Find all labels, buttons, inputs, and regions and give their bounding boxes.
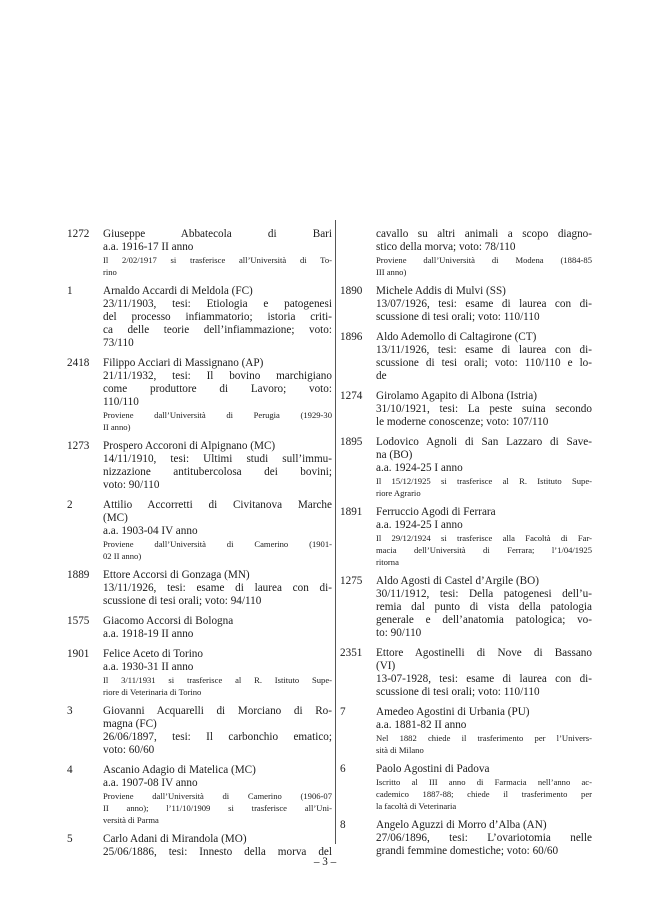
entry-line: Lodovico Agnoli di San Lazzaro di Save- xyxy=(376,436,592,448)
entry-number: 1275 xyxy=(340,575,363,587)
entry-1891 xyxy=(340,506,592,568)
entry-line: Attilio Accorretti di Civitanova Marche xyxy=(103,499,332,511)
entry-note: II anno); l’11/10/1909 si trasferisce all’Uni- xyxy=(103,803,332,813)
entry-line: a.a. 1881-82 II anno xyxy=(376,719,467,731)
entry-line: scussione di tesi orali; voto: 94/110 xyxy=(103,595,262,607)
entry-note: Proviene dall’Università di Camerino (1901- xyxy=(103,539,332,549)
entry-line: nizzazione antitubercolosa dei bovini; xyxy=(103,466,332,478)
entry-line: Giacomo Accorsi di Bologna xyxy=(103,615,234,627)
entry-line: 13/11/1926, tesi: esame di laurea con di- xyxy=(103,582,332,594)
entry-number: 6 xyxy=(340,763,346,775)
entry-1889 xyxy=(67,569,332,608)
entry-line: voto: 60/60 xyxy=(103,744,155,756)
entry-line: Giovanni Acquarelli di Morciano di Ro- xyxy=(103,705,332,717)
entry-1274 xyxy=(340,390,592,429)
entry-line: 13/11/1926, tesi: esame di laurea con di- xyxy=(376,344,592,356)
entry-1890 xyxy=(340,285,592,324)
entry-number: 5 xyxy=(67,833,73,845)
entry-1272 xyxy=(67,228,332,278)
entry-note: III anno) xyxy=(376,267,407,277)
entry-note: Proviene dall’Università di Modena (1884-85 xyxy=(376,255,592,265)
entry-line: 23/11/1903, tesi: Etiologia e patogenesi xyxy=(103,298,332,310)
entry-number: 1890 xyxy=(340,285,363,297)
entry-line: Ettore Agostinelli di Nove di Bassano xyxy=(376,647,592,659)
entry-1273 xyxy=(67,440,332,492)
entry-line: voto: 90/110 xyxy=(103,479,160,491)
entry-note: Proviene dall’Università di Camerino (1906-07 xyxy=(103,791,332,801)
entry-line: magna (FC) xyxy=(103,718,157,730)
column-divider xyxy=(335,220,336,844)
entry-2418 xyxy=(67,357,332,433)
entry-line: (MC) xyxy=(103,512,128,524)
entry-number: 1 xyxy=(67,285,73,297)
entry-note: II anno) xyxy=(103,422,131,432)
entry-line: le moderne conoscenze; voto: 107/110 xyxy=(376,416,549,428)
entry-line: 73/110 xyxy=(103,337,134,349)
entry-line: grandi femmine domestiche; voto: 60/60 xyxy=(376,845,559,857)
entry-number: 2 xyxy=(67,499,73,511)
entry-line: to: 90/110 xyxy=(376,627,422,639)
page-number: – 3 – xyxy=(313,856,337,868)
entry-line: Ferruccio Agodi di Ferrara xyxy=(376,506,496,518)
entry-line: Filippo Acciari di Massignano (AP) xyxy=(103,357,264,369)
entry-note: riore di Veterinaria di Torino xyxy=(103,687,202,697)
entry-line: na (BO) xyxy=(376,449,413,461)
entry-7 xyxy=(340,706,592,756)
entry-1575 xyxy=(67,615,332,641)
entry-line: ca delle teorie dell’infiammazione; voto: xyxy=(103,324,332,336)
entry-line: Aldo Agosti di Castel d’Argile (BO) xyxy=(376,575,539,587)
entry-number: 4 xyxy=(67,764,73,776)
entry-line: a.a. 1916-17 II anno xyxy=(103,241,194,253)
entry-line: (VI) xyxy=(376,660,396,672)
entry-number: 7 xyxy=(340,706,346,718)
entry-note: Il 15/12/1925 si trasferisce al R. Istituto Supe- xyxy=(376,476,592,486)
entry-line: 14/11/1910, tesi: Ultimi studi sull’immu- xyxy=(103,453,332,465)
entry-line: Arnaldo Accardi di Meldola (FC) xyxy=(103,285,253,297)
entry-line: Ettore Accorsi di Gonzaga (MN) xyxy=(103,569,250,581)
entry-line: a.a. 1918-19 II anno xyxy=(103,628,194,640)
entry-8 xyxy=(340,819,592,858)
entry-number: 2418 xyxy=(67,357,90,369)
entry-line: Angelo Aguzzi di Morro d’Alba (AN) xyxy=(376,819,547,831)
entry-3 xyxy=(67,705,332,757)
entry-note: Proviene dall’Università di Perugia (1929-30 xyxy=(103,410,332,420)
entry-line: scussione di tesi orali; voto: 110/110 xyxy=(376,311,540,323)
entry-line: 21/11/1932, tesi: Il bovino marchigiano xyxy=(103,370,332,382)
entry-number: 1575 xyxy=(67,615,90,627)
entry-number: 1273 xyxy=(67,440,90,452)
entry-line: de xyxy=(376,370,387,382)
entry-2 xyxy=(67,499,332,562)
entry-number: 1901 xyxy=(67,648,90,660)
entry-note: riore Agrario xyxy=(376,488,421,498)
entry-line: 27/06/1896, tesi: L’ovariotomia nelle xyxy=(376,832,592,844)
entry-line: Carlo Adani di Mirandola (MO) xyxy=(103,833,247,845)
entry-line: Prospero Accoroni di Alpignano (MC) xyxy=(103,440,276,452)
entry-line: stico della morva; voto: 78/110 xyxy=(376,241,516,253)
entry-line: 30/11/1912, tesi: Della patogenesi dell’u- xyxy=(376,588,592,600)
entry-line: a.a. 1924-25 I anno xyxy=(376,519,463,531)
entry-number: 1896 xyxy=(340,331,363,343)
entry-note: cademico 1887-88; chiede il trasferimento per xyxy=(376,789,592,799)
entry-5-continuation xyxy=(340,228,592,278)
entry-note: sità di Milano xyxy=(376,745,424,755)
entry-note: 02 II anno) xyxy=(103,551,142,561)
entry-line: Amedeo Agostini di Urbania (PU) xyxy=(376,706,530,718)
entry-note: macia dell’Università di Ferrara; l’1/04/1925 xyxy=(376,545,592,555)
entry-line: a.a. 1903-04 IV anno xyxy=(103,525,198,537)
entry-number: 3 xyxy=(67,705,73,717)
entry-line: cavallo su altri animali a scopo diagno- xyxy=(376,228,592,240)
entry-line: come produttore di Lavoro; voto: xyxy=(103,383,332,395)
entry-note: ritorna xyxy=(376,557,399,567)
entry-line: del processo infiammatorio; istoria criti- xyxy=(103,311,332,323)
entry-number: 1891 xyxy=(340,506,363,518)
entry-line: Felice Aceto di Torino xyxy=(103,648,203,660)
entry-line: scussione di tesi orali; voto: 110/110 xyxy=(376,686,540,698)
entry-note: Il 2/02/1917 si trasferisce all’Università di To- xyxy=(103,255,332,265)
entry-note: rino xyxy=(103,267,117,277)
entry-note: la facoltà di Veterinaria xyxy=(376,801,457,811)
entry-line: 110/110 xyxy=(103,396,139,408)
entry-number: 1274 xyxy=(340,390,363,402)
left-column xyxy=(67,228,332,866)
entry-line: Aldo Ademollo di Caltagirone (CT) xyxy=(376,331,537,343)
entry-line: 13/07/1926, tesi: esame di laurea con di- xyxy=(376,298,592,310)
entry-note: Iscritto al III anno di Farmacia nell’anno ac- xyxy=(376,777,592,787)
entry-line: Giuseppe Abbatecola di Bari xyxy=(103,228,332,240)
entry-2351 xyxy=(340,647,592,699)
entry-line: 26/06/1897, tesi: Il carbonchio ematico; xyxy=(103,731,332,743)
entry-number: 2351 xyxy=(340,647,363,659)
entry-note: Il 3/11/1931 si trasferisce al R. Istituto Supe- xyxy=(103,675,332,685)
entry-line: a.a. 1907-08 IV anno xyxy=(103,777,198,789)
entry-1901 xyxy=(67,648,332,698)
entry-note: versità di Parma xyxy=(103,815,159,825)
entry-note: Il 29/12/1924 si trasferisce alla Facoltà di Far- xyxy=(376,533,592,543)
entry-number: 1895 xyxy=(340,436,363,448)
entry-line: Paolo Agostini di Padova xyxy=(376,763,490,775)
entry-6 xyxy=(340,763,592,812)
entry-line: Ascanio Adagio di Matelica (MC) xyxy=(103,764,256,776)
entry-note: Nel 1882 chiede il trasferimento per l’Univers- xyxy=(376,733,592,743)
entry-number: 8 xyxy=(340,819,346,831)
entry-1895 xyxy=(340,436,592,499)
entry-4 xyxy=(67,764,332,826)
entry-line: scussione di tesi orali; voto: 110/110 e lo- xyxy=(376,357,592,369)
entry-line: generale e dell’anatomia patologica; vo- xyxy=(376,614,592,626)
entry-line: 31/10/1921, tesi: La peste suina secondo xyxy=(376,403,592,415)
entry-line: Girolamo Agapito di Albona (Istria) xyxy=(376,390,537,402)
entry-line: a.a. 1924-25 I anno xyxy=(376,462,463,474)
entry-line: a.a. 1930-31 II anno xyxy=(103,661,194,673)
entry-line: 25/06/1886, tesi: Innesto della morva del xyxy=(103,846,332,858)
entry-line: Michele Addis di Mulvi (SS) xyxy=(376,285,506,297)
entry-number: 1889 xyxy=(67,569,90,581)
entry-line: 13-07-1928, tesi: esame di laurea con di- xyxy=(376,673,592,685)
entry-1275 xyxy=(340,575,592,640)
entry-1896 xyxy=(340,331,592,383)
entry-line: remia dal punto di vista della patologia xyxy=(376,601,592,613)
entry-1 xyxy=(67,285,332,350)
right-column xyxy=(340,228,592,865)
entry-number: 1272 xyxy=(67,228,90,240)
